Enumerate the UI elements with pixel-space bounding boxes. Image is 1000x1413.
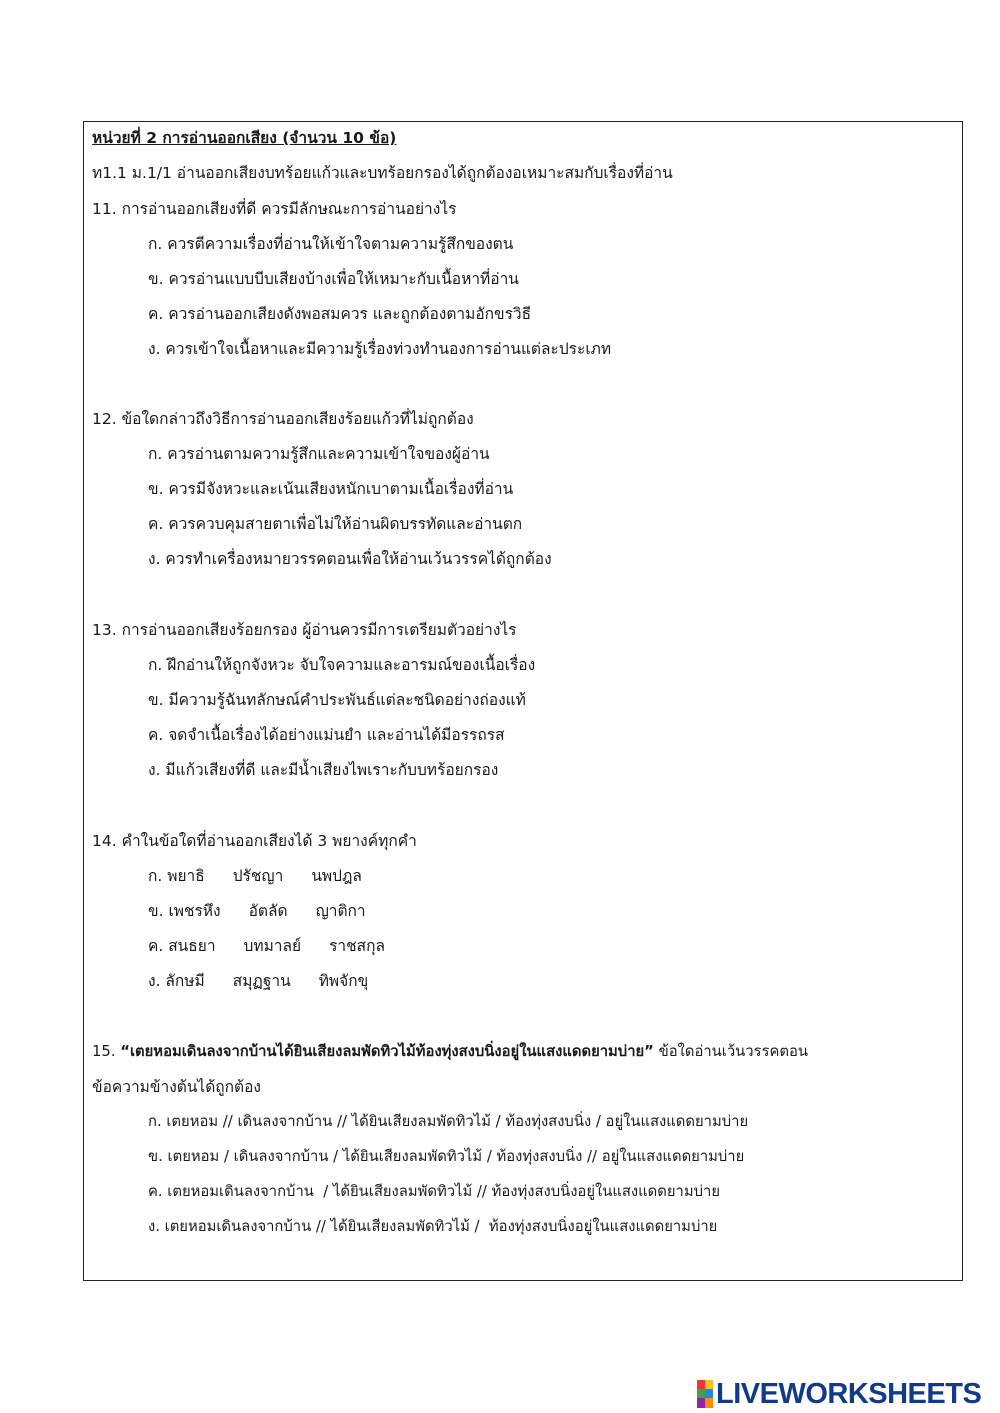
question-13-option-d[interactable]: ง. มีแก้วเสียงที่ดี และมีน้ำเสียงไพเราะกับบทร้อยกรอง	[148, 761, 499, 779]
word: ค. สนธยา	[148, 937, 216, 955]
question-15-stem	[92, 1042, 808, 1062]
question-11-stem: 11. การอ่านออกเสียงที่ดี ควรมีลักษณะการอ่านอย่างไร	[92, 200, 457, 218]
word: ทิพจักขุ	[318, 972, 369, 990]
question-11-option-b[interactable]: ข. ควรอ่านแบบบีบเสียงบ้างเพื่อให้เหมาะกับเนื้อหาที่อ่าน	[148, 270, 519, 288]
logo-block	[705, 1398, 713, 1408]
logo-block	[697, 1380, 705, 1389]
logo-block	[705, 1380, 713, 1389]
logo-block	[697, 1389, 705, 1398]
question-13-option-c[interactable]: ค. จดจำเนื้อเรื่องได้อย่างแม่นยำ และอ่านได้มีอรรถรส	[148, 726, 505, 744]
logo-text: LIVEWORKSHEETS	[716, 1377, 982, 1410]
question-15-option-a[interactable]: ก. เตยหอม // เดินลงจากบ้าน // ได้ยินเสียงลมพัดทิวไม้ / ท้องทุ่งสงบนิ่ง / อยู่ในแสงแดดยามบ่าย	[148, 1113, 749, 1130]
word: ก. พยาธิ	[148, 867, 205, 885]
logo-block	[697, 1398, 705, 1408]
question-15-option-b[interactable]: ข. เตยหอม / เดินลงจากบ้าน / ได้ยินเสียงลมพัดทิวไม้ / ท้องทุ่งสงบนิ่ง // อยู่ในแสงแดดยามบ่าย	[148, 1148, 745, 1165]
word: ง. ลักษมี	[148, 972, 205, 990]
unit-title: หน่วยที่ 2 การอ่านออกเสียง (จำนวน 10 ข้อ)	[92, 129, 397, 147]
question-14-stem: 14. คำในข้อใดที่อ่านออกเสียงได้ 3 พยางค์ทุกคำ	[92, 832, 417, 850]
word: อัตลัด	[248, 902, 288, 920]
word: ข. เพชรหึง	[148, 902, 221, 920]
word: บทมาลย์	[243, 937, 302, 955]
logo-mark-icon	[697, 1380, 713, 1408]
liveworksheets-logo	[697, 1378, 981, 1410]
question-14-option-c[interactable]	[148, 936, 385, 956]
indicator: ท1.1 ม.1/1 อ่านออกเสียงบทร้อยแก้วและบทร้อยกรองได้ถูกต้องอเหมาะสมกับเรื่องที่อ่าน	[92, 164, 673, 182]
word: ญาติกา	[315, 902, 366, 920]
question-14-option-b[interactable]	[148, 901, 366, 921]
question-11-option-d[interactable]: ง. ควรเข้าใจเนื้อหาและมีความรู้เรื่องท่วงทำนองการอ่านแต่ละประเภท	[148, 340, 612, 358]
logo-block	[705, 1389, 713, 1398]
question-12-stem: 12. ข้อใดกล่าวถึงวิธีการอ่านออกเสียงร้อยแก้วที่ไม่ถูกต้อง	[92, 410, 474, 428]
question-13-stem: 13. การอ่านออกเสียงร้อยกรอง ผู้อ่านควรมีการเตรียมตัวอย่างไร	[92, 621, 517, 639]
question-12-option-c[interactable]: ค. ควรควบคุมสายตาเพื่อไม่ให้อ่านผิดบรรทัดและอ่านตก	[148, 515, 523, 533]
question-15-option-c[interactable]: ค. เตยหอมเดินลงจากบ้าน / ได้ยินเสียงลมพัดทิวไม้ // ท้องทุ่งสงบนิ่งอยู่ในแสงแดดยามบ่าย	[148, 1183, 720, 1200]
question-15-quote: “เตยหอมเดินลงจากบ้านได้ยินเสียงลมพัดทิวไม้ท้องทุ่งสงบนิ่งอยู่ในแสงแดดยามบ่าย”	[120, 1043, 654, 1060]
question-15-prompt: ข้อใดอ่านเว้นวรรคตอน	[653, 1043, 808, 1060]
question-13-option-a[interactable]: ก. ฝึกอ่านให้ถูกจังหวะ จับใจความและอารมณ์ของเนื้อเรื่อง	[148, 656, 536, 674]
word: นพปฎล	[311, 867, 362, 885]
question-14-option-a[interactable]	[148, 866, 362, 886]
word: ปรัชญา	[232, 867, 284, 885]
question-15-number: 15.	[92, 1043, 121, 1060]
question-13-option-b[interactable]: ข. มีความรู้ฉันทลักษณ์คำประพันธ์แต่ละชนิดอย่างถ่องแท้	[148, 691, 526, 709]
question-15-option-d[interactable]: ง. เตยหอมเดินลงจากบ้าน // ได้ยินเสียงลมพัดทิวไม้ / ท้องทุ่งสงบนิ่งอยู่ในแสงแดดยามบ่าย	[148, 1218, 718, 1235]
question-12-option-b[interactable]: ข. ควรมีจังหวะและเน้นเสียงหนักเบาตามเนื้อเรื่องที่อ่าน	[148, 480, 514, 498]
question-12-option-d[interactable]: ง. ควรทำเครื่องหมายวรรคตอนเพื่อให้อ่านเว้นวรรคได้ถูกต้อง	[148, 550, 552, 568]
word: ราชสกุล	[329, 937, 385, 955]
worksheet-frame	[83, 121, 963, 1281]
question-15-stem-line2: ข้อความข้างต้นได้ถูกต้อง	[92, 1078, 262, 1096]
question-11-option-a[interactable]: ก. ควรตีความเรื่องที่อ่านให้เข้าใจตามความรู้สึกของตน	[148, 235, 514, 253]
question-11-option-c[interactable]: ค. ควรอ่านออกเสียงดังพอสมควร และถูกต้องตามอักขรวิธี	[148, 305, 532, 323]
word: สมุฏฐาน	[232, 972, 291, 990]
question-14-option-d[interactable]	[148, 971, 368, 991]
question-12-option-a[interactable]: ก. ควรอ่านตามความรู้สึกและความเข้าใจของผู้อ่าน	[148, 445, 490, 463]
